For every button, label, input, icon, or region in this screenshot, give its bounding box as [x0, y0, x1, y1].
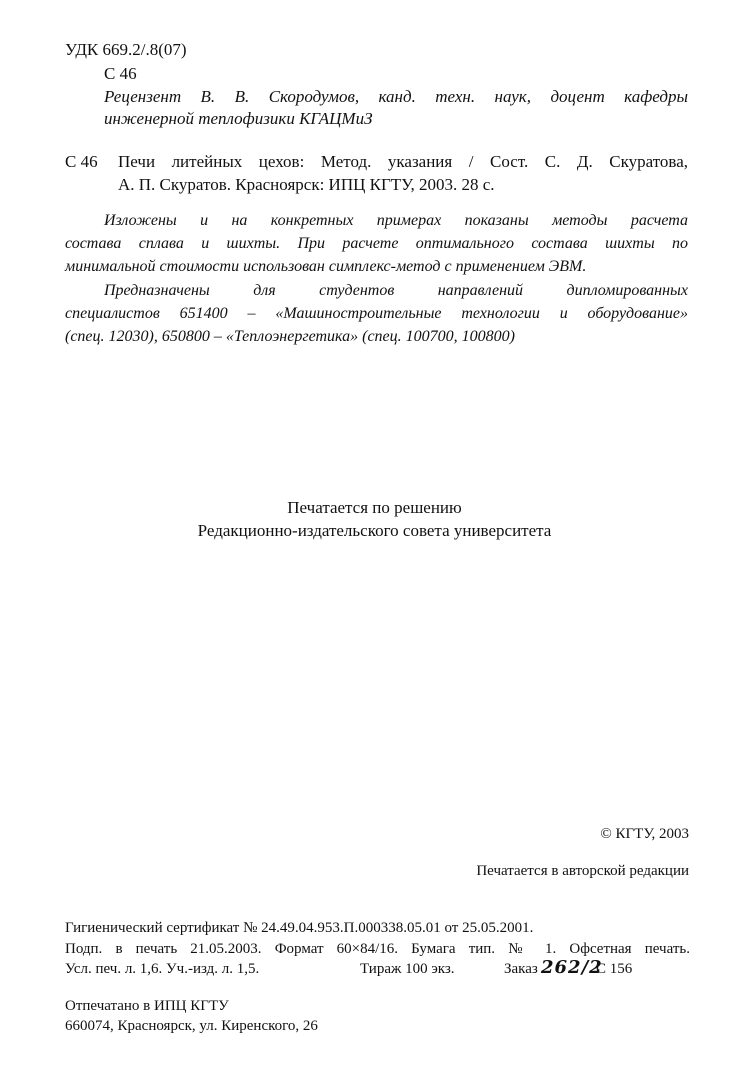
reviewer-line-2: инженерной теплофизики КГАЦМиЗ [104, 109, 373, 128]
order-code: С 156 [596, 961, 633, 977]
imprint-sheets-row [65, 957, 690, 983]
hygiene-certificate: Гигиенический сертификат № 24.49.04.953.П.000338.05.01 от 25.05.2001. [65, 920, 534, 936]
udk-code: УДК 669.2/.8(07) [65, 40, 187, 59]
bibliography-index: С 46 [65, 152, 98, 171]
print-sheets: Усл. печ. л. 1,6. Уч.-изд. л. 1,5. [65, 961, 260, 977]
edition-note: Печатается в авторской редакции [476, 863, 689, 879]
annotation-line-5: специалистов 651400 – «Машиностроительные технологии и оборудование» [65, 305, 688, 322]
library-index: С 46 [104, 64, 137, 83]
order-number-handwritten: 262/2 [541, 957, 603, 978]
print-run: Тираж 100 экз. [360, 961, 455, 977]
annotation-line-4: Предназначены для студентов направлений дипломированных [104, 282, 688, 299]
signed-to-print: Подп. в печать 21.05.2003. Формат 60×84/16. Бумага тип. № 1. Офсетная печать. [65, 941, 690, 957]
approval-line-2: Редакционно-издательского совета университета [197, 521, 552, 540]
bibliography-line-1: Печи литейных цехов: Метод. указания / Сост. С. Д. Скуратова, [118, 152, 688, 171]
printer-address: 660074, Красноярск, ул. Киренского, 26 [65, 1018, 318, 1034]
reviewer-line-1: Рецензент В. В. Скородумов, канд. техн. наук, доцент кафедры [104, 87, 688, 106]
annotation-line-1: Изложены и на конкретных примерах показаны методы расчета [104, 212, 688, 229]
bibliography-line-2: А. П. Скуратов. Красноярск: ИПЦ КГТУ, 2003. 28 с. [118, 175, 495, 194]
annotation-line-2: состава сплава и шихты. При расчете оптимального состава шихты по [65, 235, 688, 252]
printer-line-1: Отпечатано в ИПЦ КГТУ [65, 998, 229, 1014]
approval-line-1: Печатается по решению [287, 498, 462, 517]
annotation-line-3: минимальной стоимости использован симплекс-метод с применением ЭВМ. [65, 258, 587, 275]
annotation-line-6: (спец. 12030), 650800 – «Теплоэнергетика» (спец. 100700, 100800) [65, 328, 515, 345]
order-label: Заказ [504, 961, 538, 977]
copyright: © КГТУ, 2003 [600, 826, 689, 842]
